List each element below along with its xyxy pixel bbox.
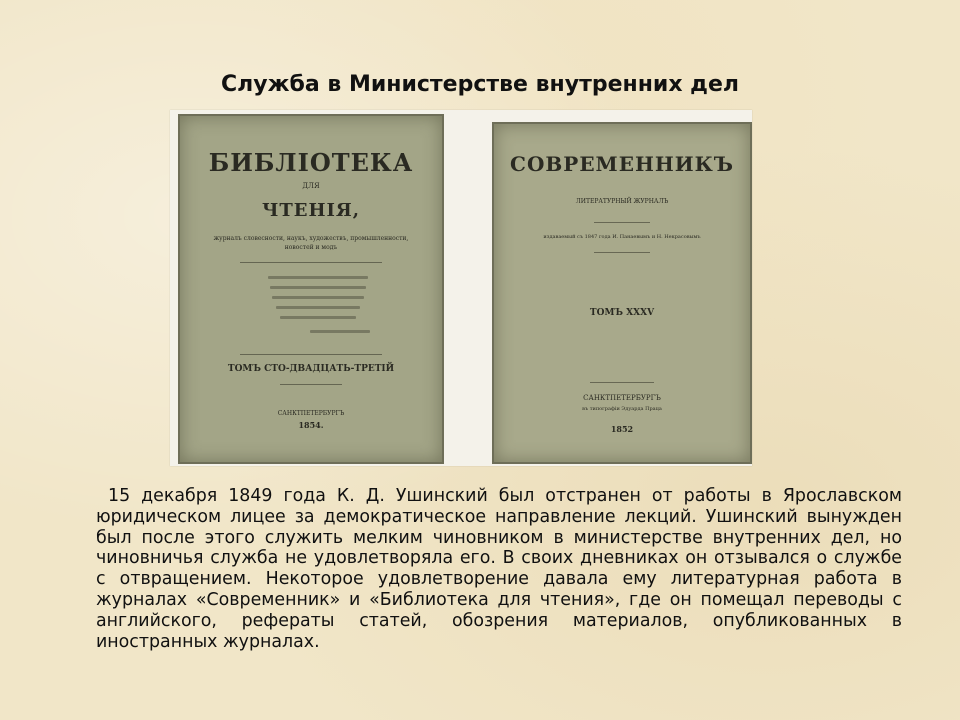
cover-biblioteka-city: САНКТПЕТЕРБУРГЪ (277, 410, 345, 417)
cover-biblioteka-tagline: журналъ словесности, наукъ, художествъ, промышленности, новостей и модъ (213, 235, 409, 251)
cover-sovremennik-city: САНКТПЕТЕРБУРГЪ (583, 394, 661, 402)
cover-text-block (276, 306, 360, 309)
cover-sovremennik-publisher: въ типографіи Эдуарда Праца (582, 406, 662, 412)
cover-biblioteka-year: 1854. (298, 420, 324, 430)
cover-biblioteka-subtitle: ЧТЕНІЯ, (261, 200, 361, 221)
cover-text-block (310, 330, 370, 333)
cover-sovremennik-subtitle: ЛИТЕРАТУРНЫЙ ЖУРНАЛЪ (575, 198, 669, 205)
cover-text-block (272, 296, 364, 299)
cover-text-block (270, 286, 366, 289)
cover-biblioteka-small: ДЛЯ (302, 182, 320, 190)
cover-sovremennik-editors: издаваемый съ 1847 года И. Панаевымъ и Н. Некрасовымъ (543, 234, 701, 240)
cover-text-block (280, 316, 356, 319)
cover-biblioteka-title: БИБЛІОТЕКА (208, 148, 414, 177)
cover-rule (594, 222, 650, 223)
cover-rule (240, 262, 382, 263)
cover-rule (590, 382, 654, 383)
cover-rule (240, 354, 382, 355)
cover-sovremennik (492, 122, 752, 464)
cover-sovremennik-title: СОВРЕМЕННИКЪ (510, 152, 734, 176)
slide-title: Служба в Министерстве внутренних дел (221, 72, 739, 97)
journal-covers-photo (170, 110, 752, 466)
cover-rule (594, 252, 650, 253)
cover-sovremennik-year: 1852 (610, 424, 634, 434)
cover-biblioteka-volume: ТОМЪ СТО-ДВАДЦАТЬ-ТРЕТІЙ (227, 364, 395, 374)
cover-text-block (268, 276, 368, 279)
body-paragraph: 15 декабря 1849 года К. Д. Ушинский был отстранен от работы в Ярославском юридическом лицее за демократическое направление лекций. Ушинский вынужден был после этого служить мелким чиновником в министерстве внутренних дел, но чиновничья служба не удовлетворяла его. В своих дневниках он отзывался о службе с отвращением. Некоторое удовлетворение давала ему литературная работа в журналах «Современник» и «Библиотека для чтения», где он помещал переводы с английского, рефераты статей, обозрения материалов, опубликованных в иностранных журналах. (96, 486, 902, 652)
cover-biblioteka (178, 114, 444, 464)
cover-rule (280, 384, 342, 385)
cover-sovremennik-volume: ТОМЪ XXXV (589, 308, 655, 318)
